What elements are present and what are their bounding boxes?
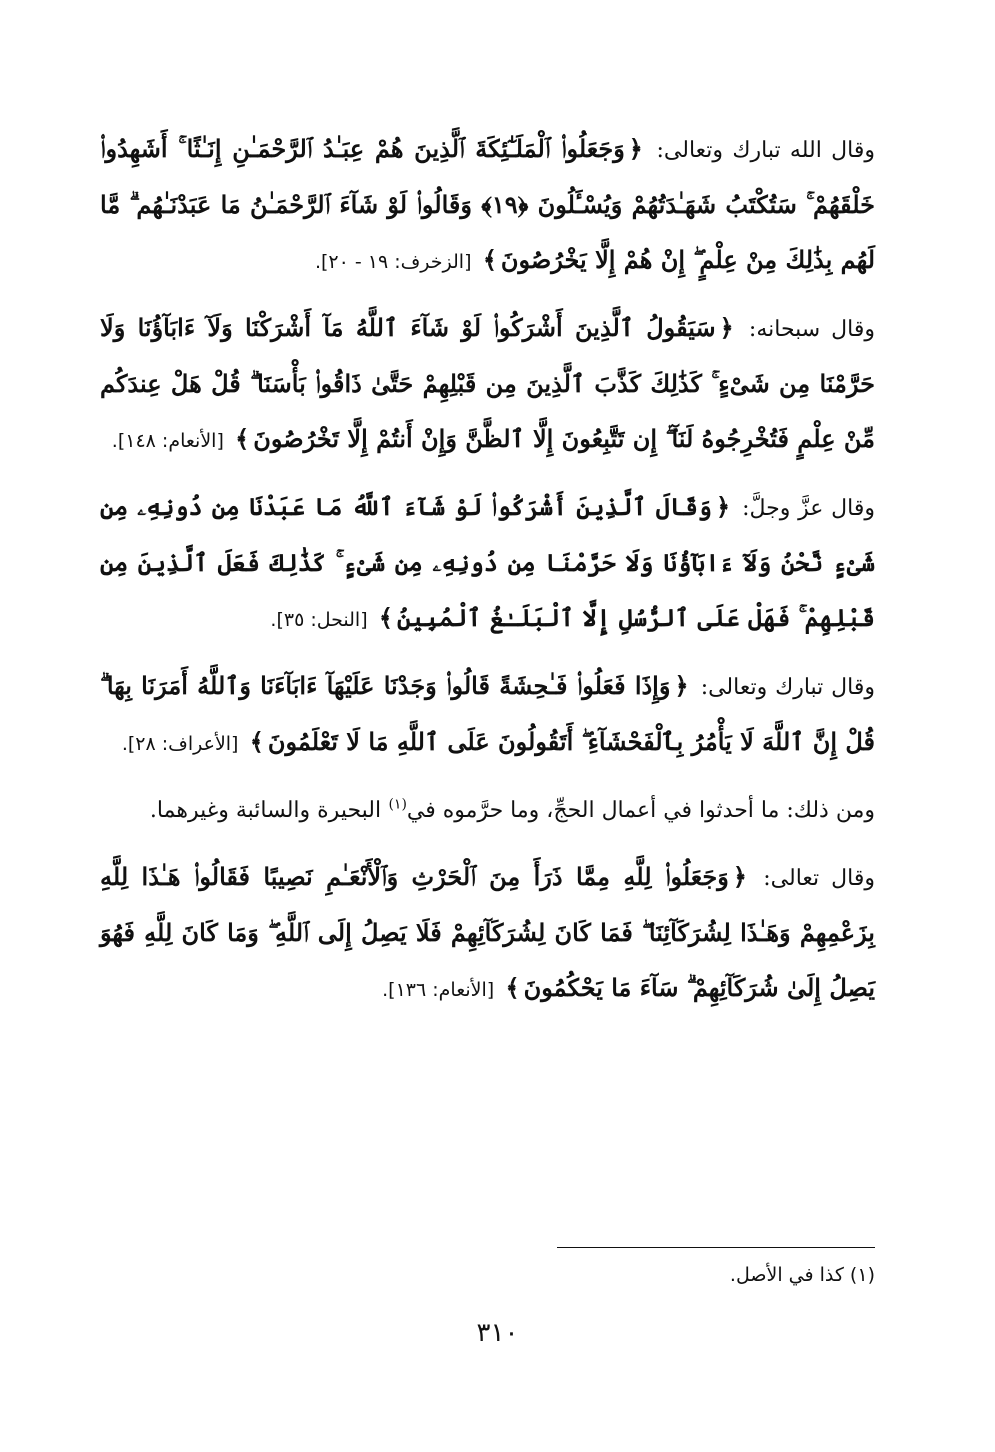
paragraph-hajj-prose [100,783,875,838]
verse-close-bracket: ﴾ [505,973,520,1002]
quran-verse: سَيَقُولُ ٱلَّذِينَ أَشْرَكُوا۟ لَوْ شَآءَ ٱللَّهُ مَآ أَشْرَكْنَا وَلَآ ءَابَآؤُنَا وَلَا حَرَّمْنَا مِن شَىْءٍ ۚ كَذَٰلِكَ كَذَّبَ ٱلَّذِينَ مِن قَبْلِهِمْ حَتَّىٰ ذَاقُوا۟ بَأْسَنَا ۗ قُلْ هَلْ عِندَكُم مِّنْ عِلْمٍ فَتُخْرِجُوهُ لَنَآ ۖ إِن تَتَّبِعُونَ إِلَّا ٱلظَّنَّ وَإِنْ أَنتُمْ إِلَّا تَخْرُصُونَ [100,313,875,453]
paragraph-anam-136 [100,850,875,1017]
verse-reference: [الأنعام: ١٣٦]. [382,979,495,1001]
verse-reference: [الأنعام: ١٤٨]. [111,430,224,452]
main-text [100,122,875,1029]
quran-verse: وَقَالَ ٱلَّذِينَ أَشْرَكُوا۟ لَوْ شَآءَ ٱللَّهُ مَا عَبَدْنَا مِن دُونِهِۦ مِن شَىْءٍ نَّحْنُ وَلَآ ءَابَآؤُنَا وَلَا حَرَّمْنَا مِن دُونِهِۦ مِن شَىْءٍ ۚ كَذَٰلِكَ فَعَلَ ٱلَّذِينَ مِن قَبْلِهِمْ ۚ فَهَلْ عَلَى ٱلرُّسُلِ إِلَّا ٱلْبَلَـٰغُ ٱلْمُبِينُ [100,492,875,632]
paragraph-lead: وقال تعالى: [763,866,876,891]
footnote-divider [557,1247,875,1248]
verse-close-bracket: ﴾ [482,245,497,274]
verse-reference: [الأعراف: ٢٨]. [121,733,239,755]
verse-close-bracket: ﴾ [378,603,393,632]
verse-open-bracket: ﴿ [628,134,643,163]
prose-text: ومن ذلك: ما أحدثوا في أعمال الحجِّ، وما حرَّموه في [406,798,875,823]
footnote-marker: (١) [388,796,407,813]
verse-close-bracket: ﴾ [249,727,264,756]
quran-verse: وَإِذَا فَعَلُوا۟ فَـٰحِشَةً قَالُوا۟ وَجَدْنَا عَلَيْهَآ ءَابَآءَنَا وَٱللَّهُ أَمَرَنَا بِهَا ۗ قُلْ إِنَّ ٱللَّهَ لَا يَأْمُرُ بِٱلْفَحْشَآءِ ۖ أَتَقُولُونَ عَلَى ٱللَّهِ مَا لَا تَعْلَمُونَ [100,671,875,756]
footnote: (١) كذا في الأصل. [729,1264,875,1286]
prose-text-continued: البحيرة والسائبة وغيرهما. [149,798,382,823]
paragraph-anam-148 [100,301,875,468]
verse-open-bracket: ﴿ [715,492,731,521]
verse-reference: [النحل: ٣٥]. [270,609,368,631]
paragraph-lead: وقال الله تبارك وتعالى: [656,138,875,163]
quran-verse: وَجَعَلُوا۟ لِلَّهِ مِمَّا ذَرَأَ مِنَ ٱلْحَرْثِ وَٱلْأَنْعَـٰمِ نَصِيبًا فَقَالُوا۟ هَـٰذَا لِلَّهِ بِزَعْمِهِمْ وَهَـٰذَا لِشُرَكَآئِنَا ۖ فَمَا كَانَ لِشُرَكَآئِهِمْ فَلَا يَصِلُ إِلَى ٱللَّهِ ۖ وَمَا كَانَ لِلَّهِ فَهُوَ يَصِلُ إِلَىٰ شُرَكَآئِهِمْ ۗ سَآءَ مَا يَحْكُمُونَ [100,862,875,1002]
verse-open-bracket: ﴿ [674,671,689,700]
paragraph-nahl [100,480,875,647]
paragraph-araf [100,659,875,771]
paragraph-zukhruf [100,122,875,289]
quran-verse: وَجَعَلُوا۟ ٱلْمَلَـٰٓئِكَةَ ٱلَّذِينَ هُمْ عِبَـٰدُ ٱلرَّحْمَـٰنِ إِنَـٰثًا ۚ أَشَهِدُوا۟ خَلْقَهُمْ ۚ سَتُكْتَبُ شَهَـٰدَتُهُمْ وَيُسْـَٔلُونَ ﴿١٩﴾ وَقَالُوا۟ لَوْ شَآءَ ٱلرَّحْمَـٰنُ مَا عَبَدْنَـٰهُم ۗ مَّا لَهُم بِذَٰلِكَ مِنْ عِلْمٍ ۖ إِنْ هُمْ إِلَّا يَخْرُصُونَ [100,134,875,274]
verse-open-bracket: ﴿ [719,313,734,342]
verse-close-bracket: ﴾ [235,424,250,453]
paragraph-lead: وقال عزَّ وجلَّ: [742,496,875,521]
paragraph-lead: وقال سبحانه: [748,317,876,342]
page-number: ٣١٠ [476,1318,519,1348]
verse-reference: [الزخرف: ١٩ - ٢٠]. [314,251,472,273]
paragraph-lead: وقال تبارك وتعالى: [700,675,875,700]
verse-open-bracket: ﴿ [732,862,747,891]
